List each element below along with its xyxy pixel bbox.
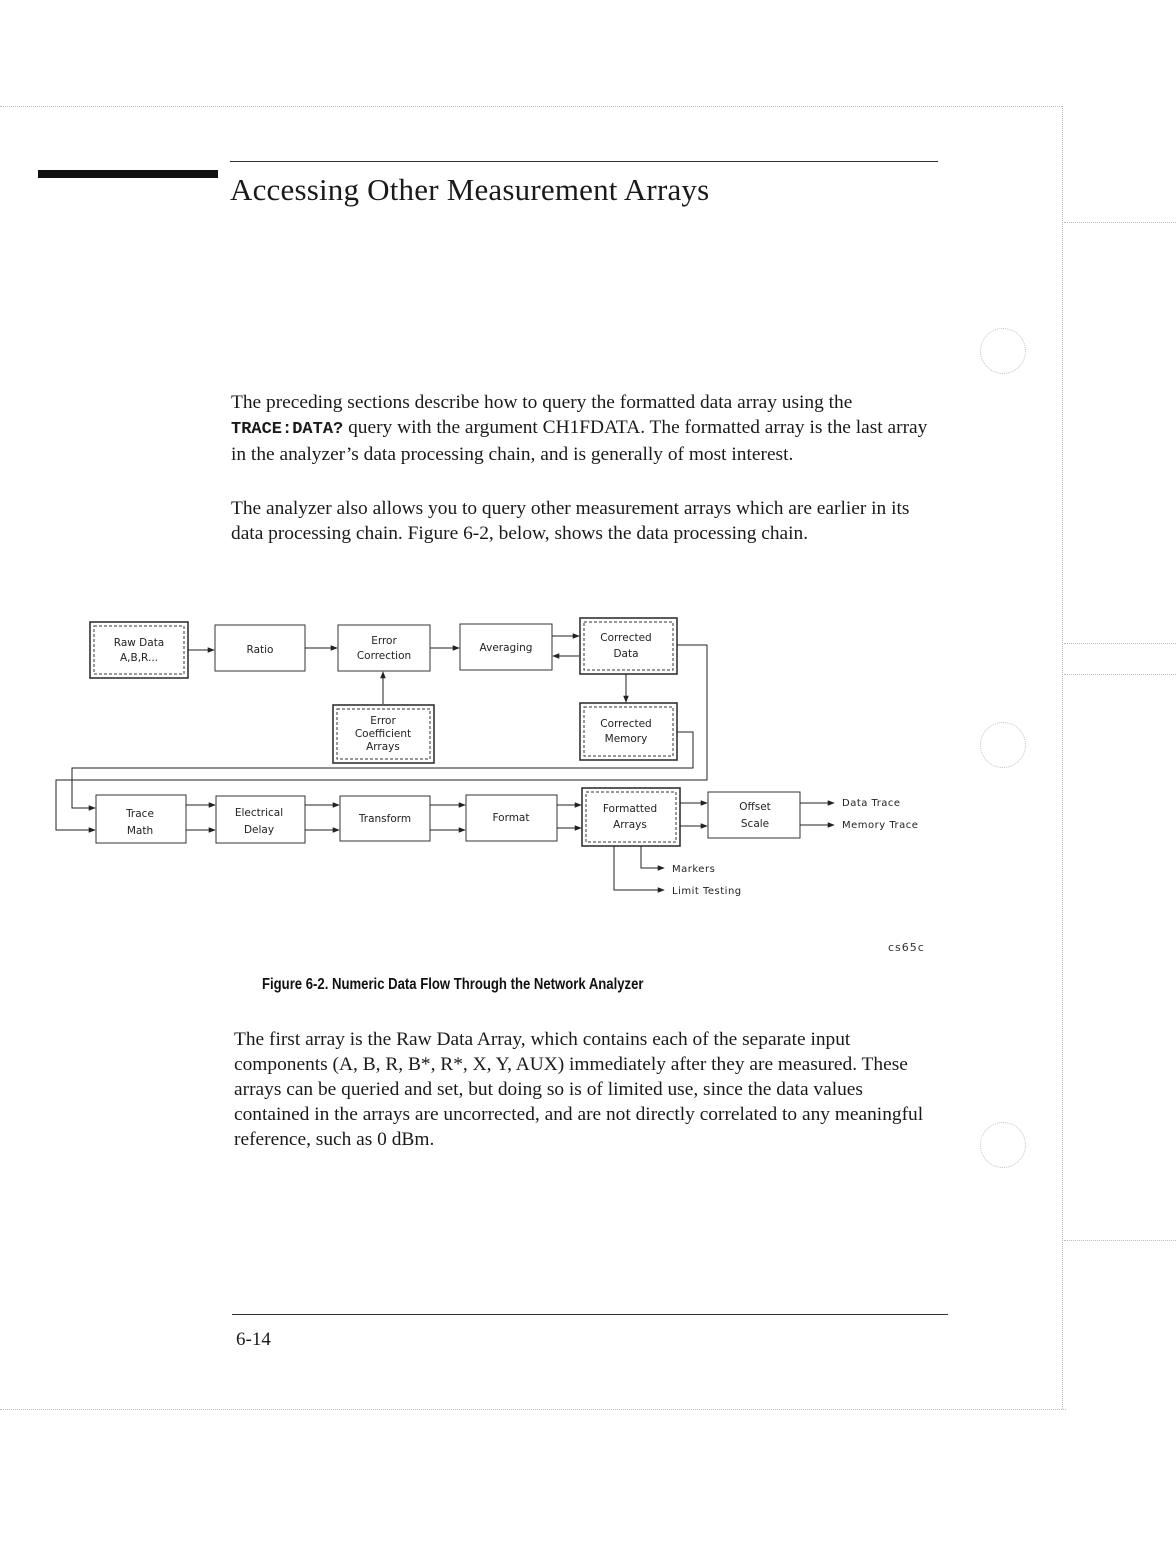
paragraph-2: The analyzer also allows you to query other measurement arrays which are earlier in its data processing chain. Figure 6-2, below, shows the data processing chain. xyxy=(231,498,910,544)
block-offset-scale xyxy=(708,792,800,838)
ratio-label: Ratio xyxy=(246,644,274,656)
block-error-correction xyxy=(338,625,430,671)
scan-edge-right xyxy=(1062,106,1063,1409)
data-trace-label: Data Trace xyxy=(842,798,901,809)
block-raw-data xyxy=(90,622,188,678)
scan-edge-top xyxy=(0,106,1062,107)
error-correction-label: Error Correction xyxy=(356,635,412,662)
formatted-arrays-label: Formatted Arrays xyxy=(602,803,658,831)
tab-divider xyxy=(1064,222,1176,223)
scan-edge-bottom xyxy=(0,1409,1066,1410)
binder-hole xyxy=(980,1122,1026,1168)
paragraph-1-text-b: query with the argument CH1FDATA. The formatted array is the last array in the analyzer’s data processing chain, and is generally of most interest. xyxy=(231,417,928,465)
electrical-delay-label: Electrical Delay xyxy=(234,807,284,836)
heading-rule xyxy=(230,161,938,162)
command-trace-data: TRACE:DATA? xyxy=(231,420,344,439)
averaging-label: Averaging xyxy=(479,642,533,654)
block-corrected-memory xyxy=(580,703,677,760)
memory-trace-label: Memory Trace xyxy=(842,820,919,831)
figure-id: cs65c xyxy=(888,941,925,954)
markers-label: Markers xyxy=(672,864,716,875)
offset-scale-label: Offset Scale xyxy=(739,801,771,830)
paragraph-1 xyxy=(231,390,941,467)
transform-label: Transform xyxy=(358,813,412,825)
trace-math-label: Trace Math xyxy=(126,808,154,837)
binder-hole xyxy=(980,328,1026,374)
page-number: 6-14 xyxy=(236,1329,271,1350)
tab-divider xyxy=(1064,643,1176,644)
figure-caption: Figure 6-2. Numeric Data Flow Through the Network Analyzer xyxy=(262,976,644,993)
paragraph-3: The first array is the Raw Data Array, which contains each of the separate input components (A, B, R, B*, R*, X, Y, AUX) immediately after they are measured. These arrays can be queried and set, but doing so is of limited use, since the data values contained in the arrays are uncorrected, and are not directly correlated to any meaningful reference, such as 0 dBm. xyxy=(234,1029,924,1150)
tab-divider xyxy=(1064,674,1176,675)
error-coefficient-arrays-label: Error Coefficient Arrays xyxy=(354,715,412,753)
corrected-data-label: Corrected Data xyxy=(600,632,652,660)
raw-data-label: Raw Data A,B,R... xyxy=(113,637,165,664)
page-title: Accessing Other Measurement Arrays xyxy=(230,172,710,207)
data-flow-diagram xyxy=(0,600,1000,910)
tab-divider xyxy=(1064,1240,1176,1241)
footer-rule xyxy=(232,1314,948,1315)
format-label: Format xyxy=(492,812,530,824)
limit-testing-label: Limit Testing xyxy=(672,886,742,897)
block-formatted-arrays xyxy=(582,788,680,846)
corrected-memory-label: Corrected Memory xyxy=(600,718,652,745)
section-marker-bar xyxy=(38,170,218,178)
block-corrected-data xyxy=(580,618,677,674)
paragraph-1-text-a: The preceding sections describe how to query the formatted data array using the xyxy=(231,392,853,413)
